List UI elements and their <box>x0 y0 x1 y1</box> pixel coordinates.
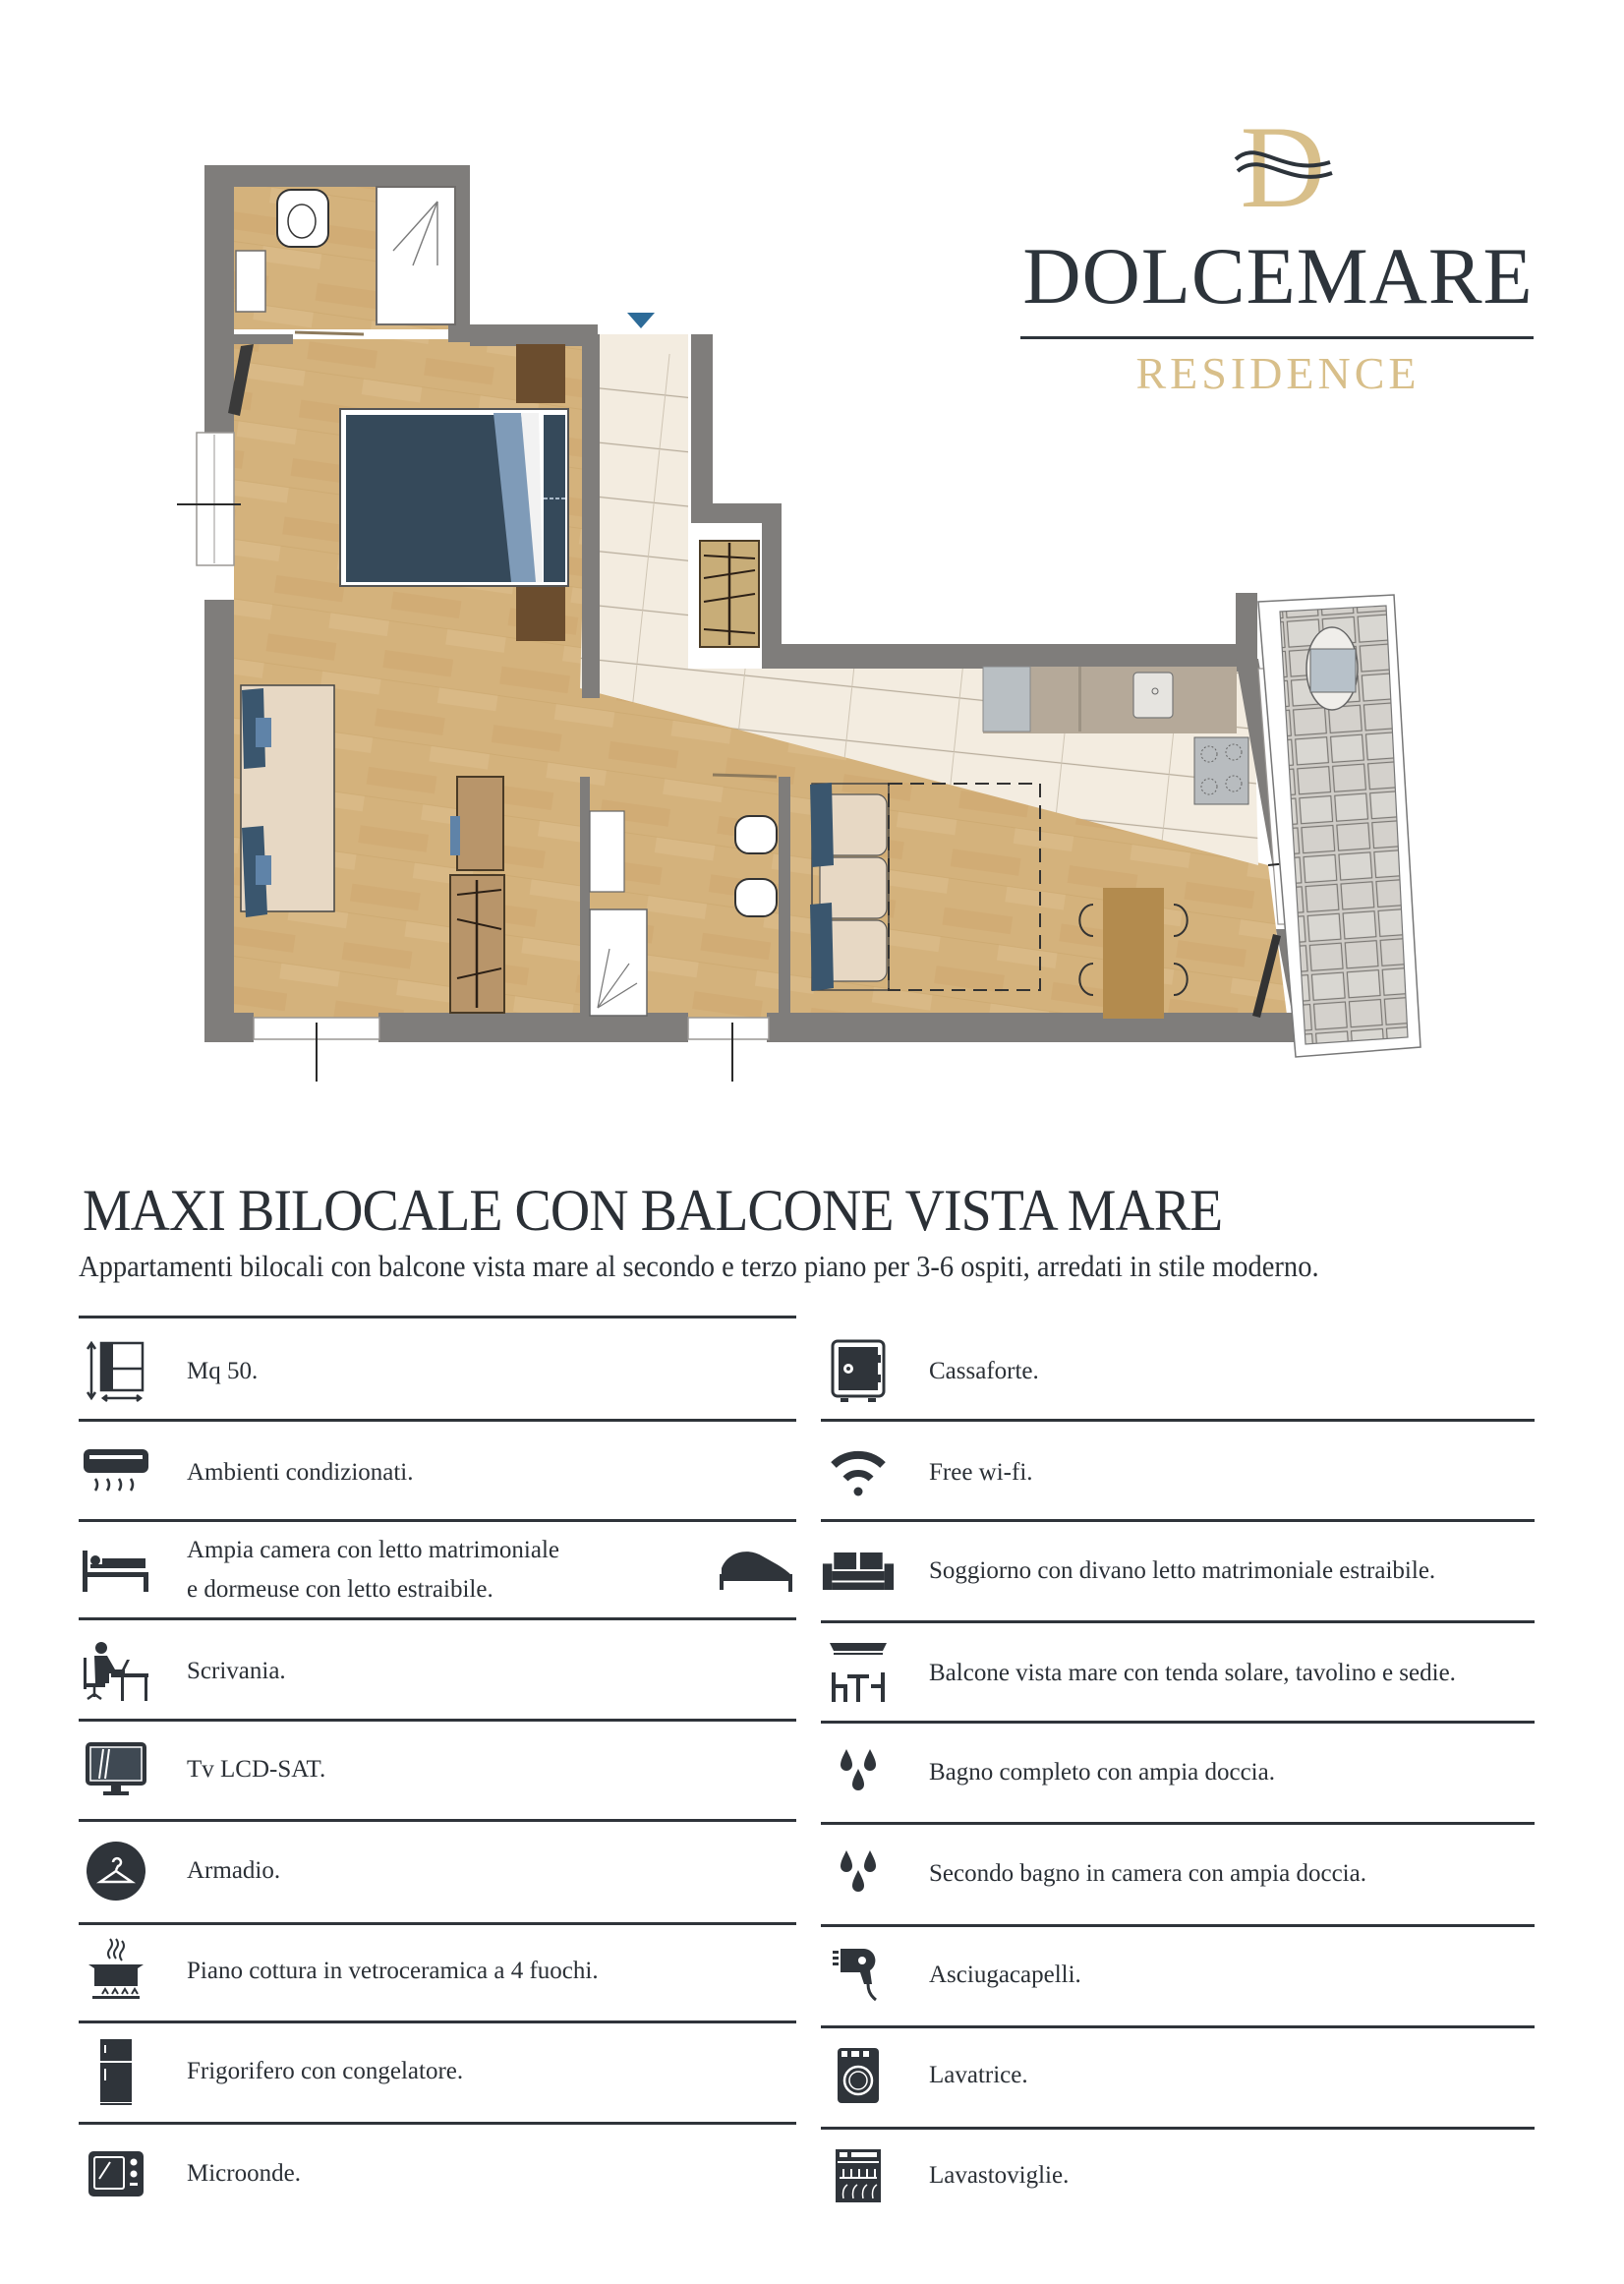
daybed-icon <box>718 1545 796 1604</box>
amenity-text: Ambienti condizionati. <box>187 1459 414 1486</box>
amenity-living-room <box>821 1529 1535 1613</box>
amenity-hair-dryer <box>821 1933 1535 2018</box>
amenity-text: Soggiorno con divano letto matrimoniale estraibile. <box>929 1557 1436 1584</box>
divider <box>821 1721 1535 1724</box>
tv-icon <box>79 1732 153 1807</box>
amenity-text: Microonde. <box>187 2160 301 2187</box>
dishwasher-icon <box>821 2138 896 2213</box>
divider <box>79 2122 796 2125</box>
amenity-text: Lavatrice. <box>929 2062 1028 2088</box>
amenity-balcony <box>821 1630 1535 1717</box>
desk-icon <box>79 1634 153 1709</box>
microwave-icon <box>79 2137 153 2211</box>
amenity-wardrobe <box>79 1829 796 1913</box>
divider <box>821 2025 1535 2028</box>
water-drops-icon <box>821 1837 896 1911</box>
amenity-desk <box>79 1629 796 1714</box>
amenity-text: Bagno completo con ampia doccia. <box>929 1759 1275 1786</box>
divider <box>79 1316 796 1318</box>
amenity-text: Scrivania. <box>187 1658 286 1684</box>
amenity-text: Mq 50. <box>187 1358 259 1384</box>
amenity-text: Secondo bagno in camera con ampia doccia. <box>929 1860 1366 1887</box>
listing-description: Appartamenti bilocali con balcone vista mare al secondo e terzo piano per 3-6 ospiti, arredati in stile moderno. <box>79 1249 1319 1283</box>
divider <box>79 1719 796 1722</box>
amenity-text: Tv LCD-SAT. <box>187 1756 326 1783</box>
wifi-icon <box>821 1435 896 1510</box>
amenity-microwave <box>79 2132 796 2216</box>
divider <box>79 1419 796 1422</box>
hair-dryer-icon <box>821 1938 896 2013</box>
safe-icon <box>821 1334 896 1409</box>
washing-machine-icon <box>821 2038 896 2113</box>
amenity-dishwasher <box>821 2134 1535 2218</box>
amenity-text: Piano cottura in vetroceramica a 4 fuochi. <box>187 1958 599 1984</box>
divider <box>821 2127 1535 2130</box>
divider <box>79 1819 796 1822</box>
divider <box>821 1924 1535 1927</box>
svg-text:D: D <box>1240 108 1326 216</box>
amenity-fridge <box>79 2029 796 2114</box>
divider <box>79 2020 796 2023</box>
amenity-second-bathroom <box>821 1832 1535 1916</box>
amenity-floor-area <box>79 1329 796 1414</box>
entrance-arrow <box>627 313 655 328</box>
amenity-text: Ampia camera con letto matrimoniale e dormeuse con letto estraibile. <box>187 1537 560 1603</box>
water-drops-icon <box>821 1735 896 1810</box>
amenity-text: Lavastoviglie. <box>929 2162 1070 2189</box>
amenity-wifi <box>821 1431 1535 1515</box>
floor-area-icon <box>79 1334 153 1409</box>
divider <box>821 1822 1535 1825</box>
divider <box>79 1617 796 1620</box>
dolcemare-monogram-icon <box>1214 108 1352 216</box>
amenity-cooktop <box>79 1929 796 2014</box>
brand-divider <box>1020 336 1534 339</box>
brand-subtitle: RESIDENCE <box>1135 348 1421 398</box>
balcony-table-icon <box>821 1636 896 1711</box>
amenity-text: Asciugacapelli. <box>929 1962 1081 1988</box>
divider <box>79 1519 796 1522</box>
sofa-icon <box>821 1534 896 1609</box>
divider <box>821 1419 1535 1422</box>
amenity-bathroom <box>821 1730 1535 1815</box>
amenity-air-conditioning <box>79 1431 796 1515</box>
amenity-bedroom <box>79 1527 796 1613</box>
bed-icon <box>79 1533 153 1608</box>
amenity-safe <box>821 1329 1535 1414</box>
amenity-washing-machine <box>821 2033 1535 2118</box>
divider <box>821 1620 1535 1623</box>
air-conditioner-icon <box>79 1435 153 1510</box>
amenity-text: Cassaforte. <box>929 1358 1039 1384</box>
divider <box>79 1922 796 1925</box>
amenity-text: Balcone vista mare con tenda solare, tavolino e sedie. <box>929 1660 1456 1686</box>
brand-logo <box>1013 98 1543 413</box>
amenity-tv <box>79 1728 796 1812</box>
fridge-icon <box>79 2034 153 2109</box>
divider <box>821 1519 1535 1522</box>
amenity-text: Armadio. <box>187 1857 281 1884</box>
hanger-icon <box>79 1834 153 1908</box>
brand-name: DOLCEMARE <box>1022 231 1534 321</box>
cooktop-icon <box>79 1934 153 2009</box>
listing-title: MAXI BILOCALE CON BALCONE VISTA MARE <box>83 1178 1223 1243</box>
amenity-text: Free wi-fi. <box>929 1459 1033 1486</box>
amenity-text: Frigorifero con congelatore. <box>187 2058 464 2084</box>
